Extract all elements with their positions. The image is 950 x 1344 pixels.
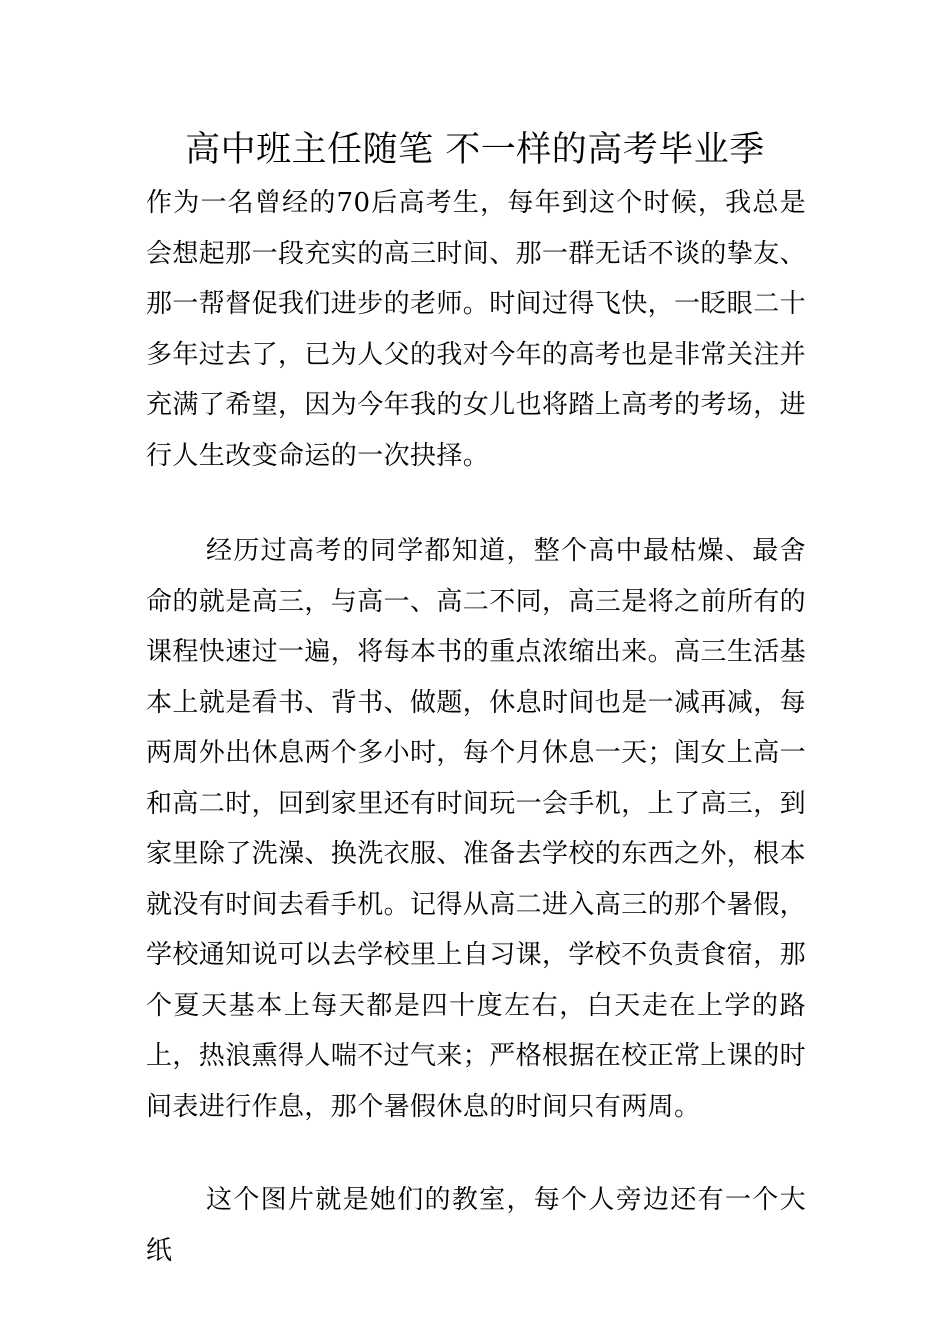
paragraph-3: 这个图片就是她们的教室，每个人旁边还有一个大纸 [146,1185,806,1266]
paragraph-1: 作为一名曾经的70后高考生，每年到这个时候，我总是会想起那一段充实的高三时间、那一群无话不谈的挚友、那一帮督促我们进步的老师。时间过得飞快，一眨眼二十多年过去了，已为人父的我对今年的高考也是非常关注并充满了希望，因为今年我的女儿也将踏上高考的考场，进行人生改变命运的一次抉择。 [146,188,807,471]
paragraph-2: 经历过高考的同学都知道，整个高中最枯燥、最舍命的就是高三，与高一、高二不同，高三是将之前所有的课程快速过一遍，将每本书的重点浓缩出来。高三生活基本上就是看书、背书、做题，休息时间也是一减再减，每两周外出休息两个多小时，每个月休息一天；闺女上高一和高二时，回到家里还有时间玩一会手机，上了高三，到家里除了洗澡、换洗衣服、准备去学校的东西之外，根本就没有时间去看手机。记得从高二进入高三的那个暑假，学校通知说可以去学校里上自习课，学校不负责食宿，那个夏天基本上每天都是四十度左右，白天走在上学的路上，热浪熏得人喘不过气来；严格根据在校正常上课的时间表进行作息，那个暑假休息的时间只有两周。 [146,536,807,1122]
document-title: 高中班主任随笔 不一样的高考毕业季 [185,130,765,170]
